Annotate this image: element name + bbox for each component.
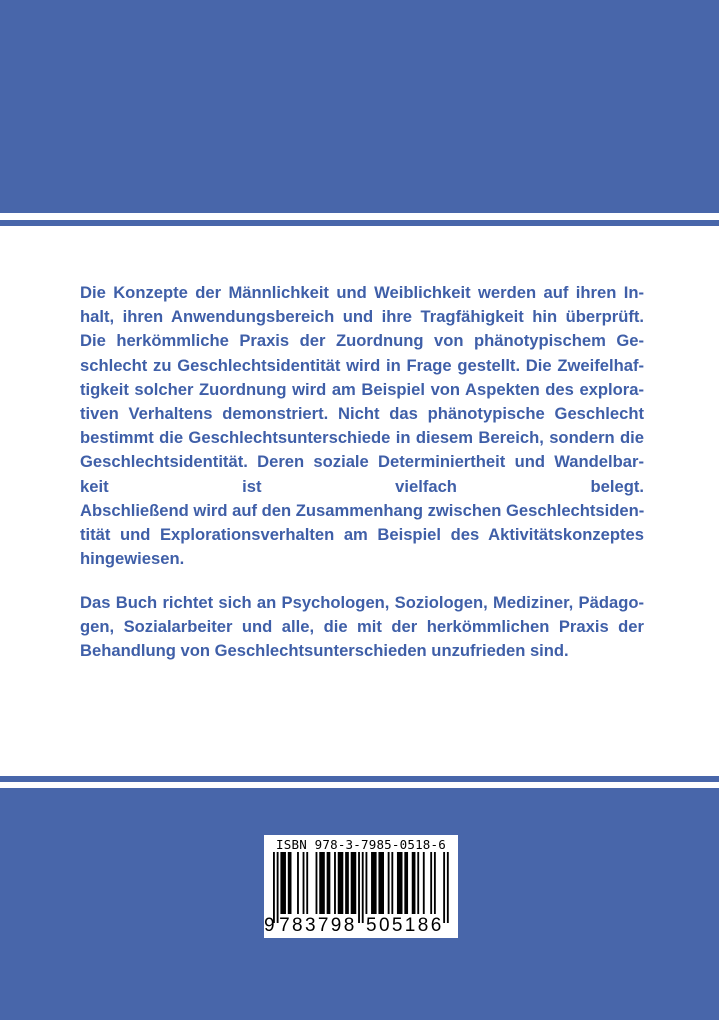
description-paragraph-1 <box>80 281 644 571</box>
barcode-digit: 5 <box>366 915 377 936</box>
paragraph-2-line: gen, Sozialarbeiter und alle, die mit der herkömmlichen Praxis der <box>80 617 644 637</box>
barcode-bar <box>319 852 325 914</box>
barcode-bar <box>297 852 299 914</box>
barcode-bar <box>351 852 357 914</box>
barcode-digit: 8 <box>292 915 303 936</box>
barcode-bar <box>412 852 416 914</box>
paragraph-1-line: halt, ihren Anwendungsbereich und ihre Tragfähigkeit hin überprüft. <box>80 307 644 327</box>
barcode-bar <box>447 852 449 923</box>
barcode-bar <box>316 852 318 914</box>
barcode-bar <box>327 852 331 914</box>
paragraph-1-line: tiven Verhaltens demonstriert. Nicht das phänotypische Geschlecht <box>80 404 644 424</box>
bottom-divider-rule <box>0 776 719 782</box>
paragraph-1-line: Geschlechtsidentität. Deren soziale Determiniertheit und Wandelbar- <box>80 452 644 472</box>
barcode-bar <box>434 852 436 914</box>
barcode-bar <box>366 852 368 914</box>
barcode-bar <box>303 852 305 914</box>
isbn-barcode <box>264 835 458 938</box>
barcode-bar <box>306 852 308 914</box>
barcode-digit: 0 <box>379 915 390 936</box>
barcode-digit: 8 <box>417 915 429 936</box>
barcode-bar <box>362 852 364 923</box>
barcode-bar <box>378 852 384 914</box>
barcode-bar <box>397 852 403 914</box>
barcode-bar <box>430 852 432 914</box>
barcode-digit: 1 <box>404 915 416 936</box>
barcode-digit: 5 <box>391 915 403 936</box>
barcode-bar <box>391 852 393 914</box>
top-divider-rule <box>0 220 719 226</box>
barcode-bar <box>273 852 275 923</box>
barcode-digit: 9 <box>330 915 342 936</box>
barcode-bar <box>443 852 445 923</box>
paragraph-1-line: hingewiesen. <box>80 549 185 569</box>
barcode-digit: 9 <box>264 915 275 936</box>
barcode-digit: 3 <box>305 915 316 936</box>
description-paragraph-2 <box>80 591 644 664</box>
barcode-bar <box>338 852 344 914</box>
paragraph-1-line: keit ist vielfach belegt. <box>80 476 644 496</box>
barcode-digits <box>264 915 458 937</box>
paragraph-1-line: bestimmt die Geschlechtsunterschiede in diesem Bereich, sondern die <box>80 428 644 448</box>
barcode-bar <box>371 852 377 914</box>
paragraph-1-line: Die Konzepte der Männlichkeit und Weiblichkeit werden auf ihren In- <box>80 283 644 302</box>
paragraph-1-line: Abschließend wird auf den Zusammenhang zwischen Geschlechtsiden- <box>80 500 645 520</box>
barcode-bar <box>417 852 419 914</box>
barcode-bar <box>288 852 292 914</box>
barcode-digit: 7 <box>279 915 290 936</box>
barcode-bar <box>404 852 408 914</box>
barcode-bar <box>277 852 279 923</box>
barcode-bar <box>334 852 336 914</box>
barcode-bar <box>388 852 390 914</box>
barcode-bar <box>280 852 286 914</box>
barcode-bar <box>423 852 425 914</box>
barcode-bar <box>358 852 360 923</box>
paragraph-1-line: Die herkömmliche Praxis der Zuordnung von phänotypischem Ge- <box>80 331 644 351</box>
isbn-label: ISBN 978-3-7985-0518-6 <box>276 837 446 852</box>
paragraph-1-line: schlecht zu Geschlechtsidentität wird in Frage gestellt. Die Zweifelhaf- <box>80 355 644 375</box>
top-color-block <box>0 0 719 213</box>
barcode-digit: 8 <box>343 915 355 936</box>
barcode-bar <box>345 852 349 914</box>
paragraph-1-line: tigkeit solcher Zuordnung wird am Beispiel von Aspekten des explora- <box>80 379 644 399</box>
barcode-digit: 7 <box>317 915 329 936</box>
paragraph-1-line: tität und Explorationsverhalten am Beispiel des Aktivitätskonzeptes <box>80 525 644 545</box>
paragraph-2-line: Behandlung von Geschlechtsunterschieden unzufrieden sind. <box>80 641 569 661</box>
barcode-digit: 6 <box>430 915 442 936</box>
paragraph-2-line: Das Buch richtet sich an Psychologen, Soziologen, Mediziner, Pädago- <box>80 593 644 612</box>
